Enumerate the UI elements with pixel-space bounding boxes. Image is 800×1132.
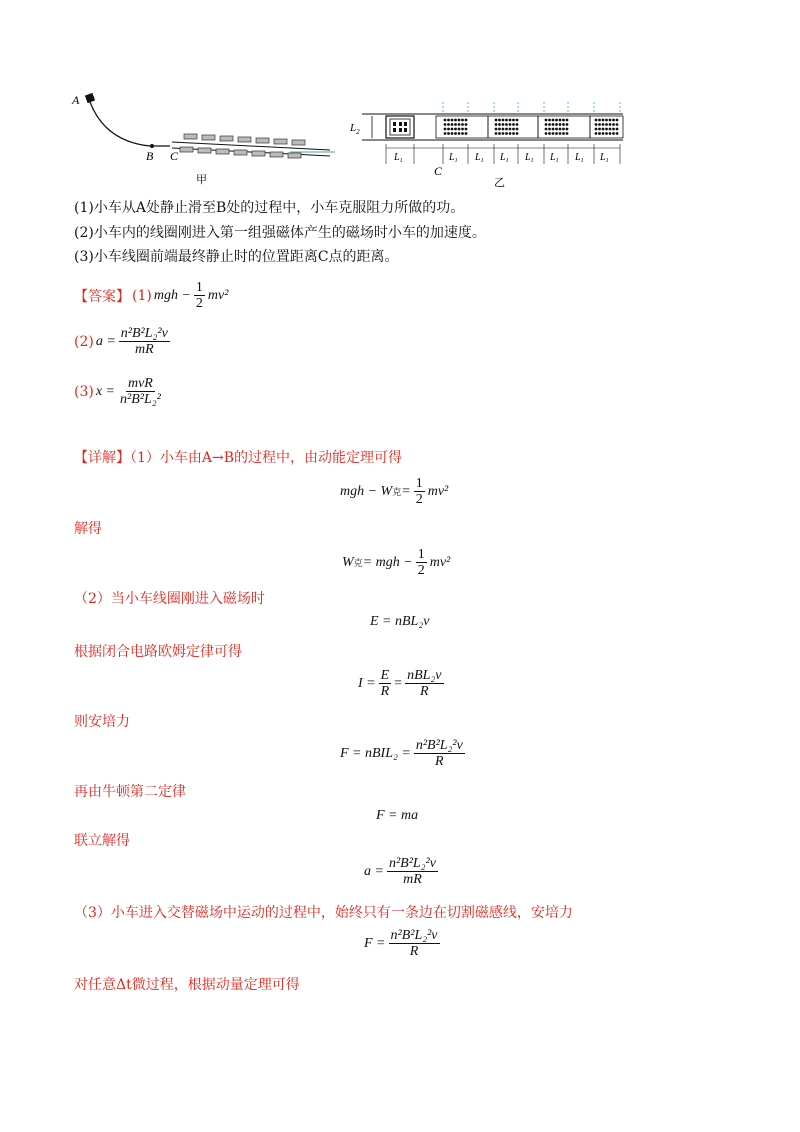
field-dot: [555, 123, 558, 126]
figure-yi: [348, 100, 638, 190]
field-dot: [458, 128, 461, 131]
eq-current: I = $\frac{E}{R}$ = $\frac{\text{nBL₂v}}{R}$: [358, 668, 442, 699]
field-dot: [612, 132, 615, 135]
field-dot: [612, 128, 615, 131]
field-dot: [505, 132, 508, 135]
field-dot: [548, 128, 551, 131]
field-dot: [555, 128, 558, 131]
svg-text:L1: $L_1$: [575, 152, 584, 164]
field-dot: [562, 119, 565, 122]
field-dot: [595, 123, 598, 126]
field-dot: [602, 123, 605, 126]
field-dot: [595, 128, 598, 131]
field-dot: [451, 128, 454, 131]
field-dot: [509, 132, 512, 135]
field-dot: [516, 119, 519, 122]
field-dot: [447, 132, 450, 135]
field-dot: [509, 119, 512, 122]
cart-at-a: [85, 93, 95, 103]
field-dot: [545, 132, 548, 135]
point-c-label-yi: C: [434, 164, 443, 178]
field-dot: [495, 123, 498, 126]
field-dot: [502, 123, 505, 126]
field-dot: [451, 123, 454, 126]
field-dot: [602, 128, 605, 131]
answer-3: (3) x = $\frac{\text{mvR}}{\text{n²B²L₂²}}$: [74, 376, 161, 407]
field-dot: [595, 132, 598, 135]
field-dot: [612, 123, 615, 126]
part-2-text: （2）当小车线圈刚进入磁场时: [74, 591, 265, 607]
field-dot: [566, 128, 569, 131]
field-dot: [454, 132, 457, 135]
lianli-text: 联立解得: [74, 833, 130, 849]
ampere-text: 则安培力: [74, 714, 130, 730]
field-dot: [552, 119, 555, 122]
field-dot: [559, 123, 562, 126]
eq-work-result: W 克 = mgh − $\frac{1}{2}$ mv²: [342, 547, 451, 578]
question-2: (2)小车内的线圈刚进入第一组强磁体产生的磁场时小车的加速度。: [74, 225, 486, 241]
field-dot: [454, 123, 457, 126]
point-a-label: A: [72, 93, 80, 107]
l1-labels: [393, 152, 609, 164]
field-dot: [465, 128, 468, 131]
field-dot: [562, 128, 565, 131]
label-l2: $L_2$: [350, 122, 360, 136]
svg-text:L1: $L_1$: [475, 152, 484, 164]
field-dot: [458, 123, 461, 126]
field-dot: [451, 119, 454, 122]
field-dot: [609, 128, 612, 131]
field-dot: [609, 123, 612, 126]
field-dot: [548, 119, 551, 122]
svg-text:L1: $L_1$: [500, 152, 509, 164]
jiede-1: 解得: [74, 521, 102, 537]
field-dot: [498, 123, 501, 126]
curved-track: [90, 102, 170, 146]
question-3: (3)小车线圈前端最终静止时的位置距离C点的距离。: [74, 249, 399, 265]
field-dot: [516, 128, 519, 131]
field-dot: [566, 132, 569, 135]
field-dot: [451, 132, 454, 135]
field-dot: [612, 119, 615, 122]
field-dot: [458, 132, 461, 135]
field-dot: [502, 119, 505, 122]
point-c-label: C: [170, 149, 179, 163]
field-dot: [616, 132, 619, 135]
field-dot: [465, 123, 468, 126]
field-dot: [465, 132, 468, 135]
field-boundaries: [443, 102, 620, 114]
eq-ampere-force: F = nBIL₂ = $\frac{\text{n²B²L₂²v}}{R}$: [340, 738, 463, 769]
field-dot: [498, 128, 501, 131]
field-dot: [447, 123, 450, 126]
field-dot: [602, 132, 605, 135]
detail-intro: 【详解】（1）小车由A→B的过程中，由动能定理可得: [74, 450, 403, 466]
field-dot: [562, 123, 565, 126]
field-dot: [512, 132, 515, 135]
field-dot: [552, 132, 555, 135]
field-dot: [512, 128, 515, 131]
field-dot: [512, 123, 515, 126]
magnet-row-bottom: [180, 147, 301, 158]
eq-work-energy: mgh − W 克 = $\frac{1}{2}$ mv²: [340, 476, 449, 507]
field-dot: [495, 119, 498, 122]
field-dot: [516, 123, 519, 126]
field-dot: [461, 119, 464, 122]
eq-newton: F = ma: [376, 808, 419, 823]
field-dot: [598, 128, 601, 131]
part-3-text: （3）小车进入交替磁场中运动的过程中，始终只有一条边在切割磁感线，安培力: [74, 905, 573, 921]
field-dot: [458, 119, 461, 122]
field-dot: [598, 132, 601, 135]
newton-text: 再由牛顿第二定律: [74, 784, 186, 800]
field-dot: [516, 132, 519, 135]
field-dot: [505, 119, 508, 122]
eq-force-3: F = $\frac{\text{n²B²L₂²v}}{R}$: [364, 928, 438, 959]
eq-emf: E = nBL₂v: [370, 614, 430, 629]
caption-jia: 甲: [196, 173, 207, 186]
field-dot: [545, 119, 548, 122]
field-dot: [605, 123, 608, 126]
svg-text:L1: $L_1$: [600, 152, 609, 164]
answer-1: 【答案】 (1) mgh − $\frac{1}{2}$ mv²: [74, 280, 229, 311]
field-dot: [609, 119, 612, 122]
field-dot: [555, 119, 558, 122]
field-dot: [555, 132, 558, 135]
field-dot: [566, 123, 569, 126]
field-dot: [454, 128, 457, 131]
field-dot: [548, 123, 551, 126]
field-dot: [545, 123, 548, 126]
field-dot: [461, 128, 464, 131]
svg-text:L1: $L_1$: [525, 152, 534, 164]
eq-acceleration: a = $\frac{\text{n²B²L₂²v}}{mR}$: [364, 856, 436, 887]
point-b-label: B: [146, 149, 154, 163]
field-dot: [552, 128, 555, 131]
field-dot: [498, 132, 501, 135]
field-dot: [605, 132, 608, 135]
field-dot: [598, 123, 601, 126]
field-dot: [616, 119, 619, 122]
field-dot: [447, 119, 450, 122]
field-dot: [552, 123, 555, 126]
answer-2: (2) a = $\frac{\text{n²B²L₂²v}}{mR}$: [74, 326, 168, 357]
momentum-text: 对任意Δt微过程，根据动量定理可得: [74, 977, 300, 993]
field-dot: [505, 128, 508, 131]
figure-jia: [60, 88, 350, 188]
field-dot: [605, 119, 608, 122]
field-dot: [616, 123, 619, 126]
field-dot: [545, 128, 548, 131]
svg-text:L1: $L_1$: [449, 152, 458, 164]
svg-text:L1: $L_1$: [550, 152, 559, 164]
field-dot: [562, 132, 565, 135]
field-dot: [461, 132, 464, 135]
svg-text:L1: $L_1$: [394, 152, 403, 164]
field-dot: [609, 132, 612, 135]
field-dot: [505, 123, 508, 126]
field-dot: [509, 123, 512, 126]
field-dot: [454, 119, 457, 122]
field-dot: [444, 128, 447, 131]
field-dot: [602, 119, 605, 122]
field-dot: [498, 119, 501, 122]
field-dot: [598, 119, 601, 122]
field-dot: [509, 128, 512, 131]
field-dot: [559, 132, 562, 135]
field-dot: [559, 128, 562, 131]
field-dot: [495, 132, 498, 135]
field-dots: [444, 119, 619, 135]
field-dot: [465, 119, 468, 122]
question-1: (1)小车从A处静止滑至B处的过程中，小车克服阻力所做的功。: [74, 200, 465, 216]
ohm-text: 根据闭合电路欧姆定律可得: [74, 644, 242, 660]
caption-yi: 乙: [494, 176, 505, 189]
field-dot: [461, 123, 464, 126]
field-dot: [444, 123, 447, 126]
field-dot: [502, 128, 505, 131]
point-b-dot: [150, 144, 154, 148]
field-dot: [444, 132, 447, 135]
field-dot: [548, 132, 551, 135]
field-dot: [502, 132, 505, 135]
field-dot: [616, 128, 619, 131]
field-dot: [444, 119, 447, 122]
field-dot: [566, 119, 569, 122]
field-dot: [495, 128, 498, 131]
coil-marks: [393, 122, 407, 132]
field-dot: [605, 128, 608, 131]
field-dot: [447, 128, 450, 131]
field-dot: [512, 119, 515, 122]
field-dot: [595, 119, 598, 122]
field-dot: [559, 119, 562, 122]
